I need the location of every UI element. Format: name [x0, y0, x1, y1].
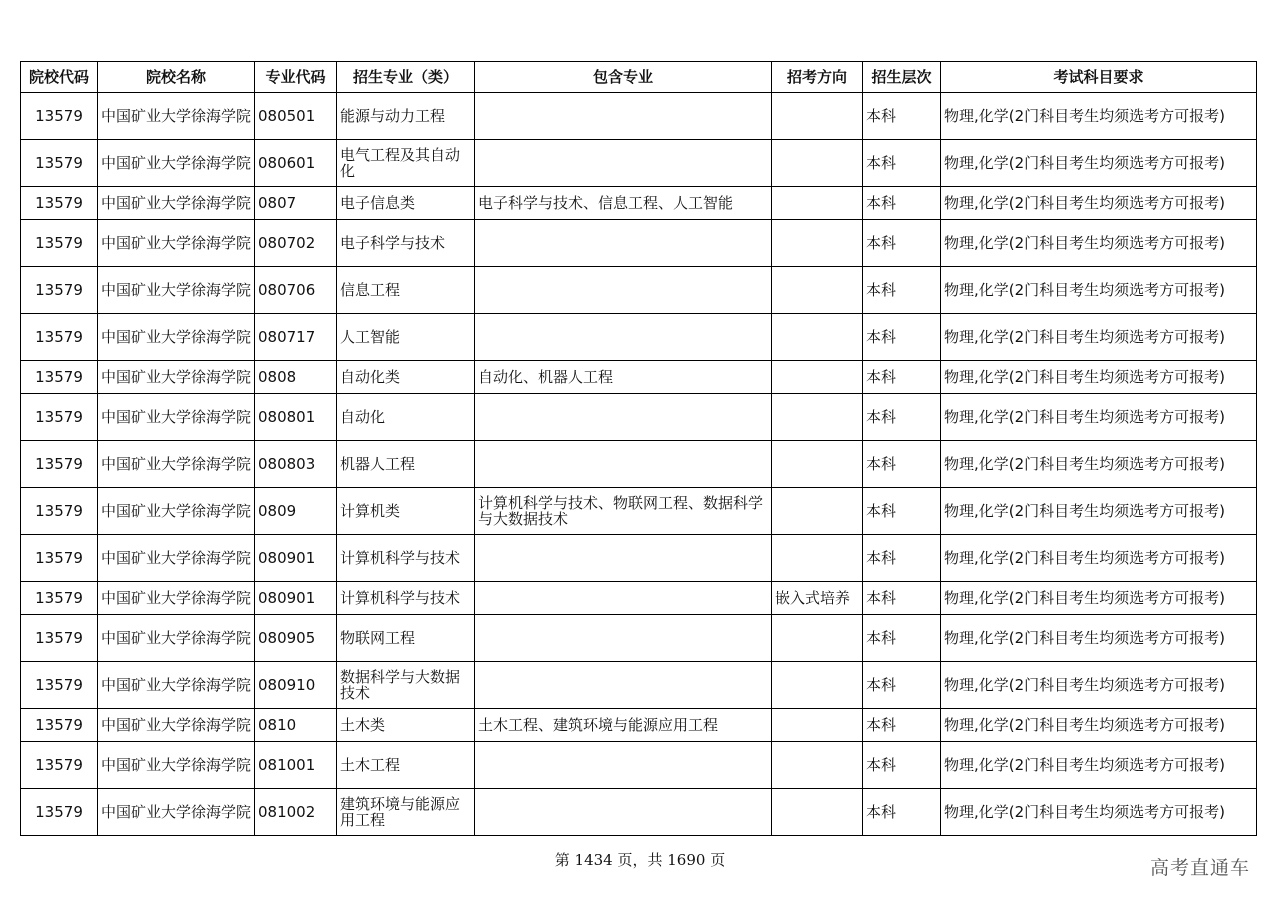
level-cell: 本科: [863, 394, 941, 441]
school-code-cell: 13579: [21, 742, 98, 789]
major-cell: 自动化: [337, 394, 475, 441]
requirement-cell: 物理,化学(2门科目考生均须选考方可报考): [941, 441, 1257, 488]
requirement-cell: 物理,化学(2门科目考生均须选考方可报考): [941, 789, 1257, 836]
major-cell: 机器人工程: [337, 441, 475, 488]
major-code-cell: 0807: [255, 187, 337, 220]
includes-cell: [475, 582, 772, 615]
direction-cell: [772, 742, 863, 789]
includes-cell: [475, 742, 772, 789]
includes-cell: [475, 441, 772, 488]
watermark-logo: 高考直通车: [1149, 857, 1250, 879]
major-code-cell: 081001: [255, 742, 337, 789]
requirement-cell: 物理,化学(2门科目考生均须选考方可报考): [941, 187, 1257, 220]
requirement-cell: 物理,化学(2门科目考生均须选考方可报考): [941, 662, 1257, 709]
includes-cell: [475, 267, 772, 314]
level-cell: 本科: [863, 742, 941, 789]
major-cell: 土木类: [337, 709, 475, 742]
school-name-cell: 中国矿业大学徐海学院: [98, 220, 255, 267]
school-name-cell: 中国矿业大学徐海学院: [98, 361, 255, 394]
school-code-cell: 13579: [21, 582, 98, 615]
table-row: [21, 93, 1257, 140]
table-row: [21, 742, 1257, 789]
requirement-cell: 物理,化学(2门科目考生均须选考方可报考): [941, 361, 1257, 394]
major-code-cell: 0808: [255, 361, 337, 394]
table-row: [21, 220, 1257, 267]
header-direction: 招考方向: [772, 62, 863, 93]
school-name-cell: 中国矿业大学徐海学院: [98, 615, 255, 662]
table-row: [21, 615, 1257, 662]
school-name-cell: 中国矿业大学徐海学院: [98, 441, 255, 488]
major-cell: 信息工程: [337, 267, 475, 314]
school-code-cell: 13579: [21, 488, 98, 535]
direction-cell: [772, 441, 863, 488]
major-code-cell: 080717: [255, 314, 337, 361]
school-name-cell: 中国矿业大学徐海学院: [98, 662, 255, 709]
level-cell: 本科: [863, 789, 941, 836]
header-school-code: 院校代码: [21, 62, 98, 93]
header-school-name: 院校名称: [98, 62, 255, 93]
direction-cell: [772, 140, 863, 187]
school-name-cell: 中国矿业大学徐海学院: [98, 140, 255, 187]
major-code-cell: 080803: [255, 441, 337, 488]
school-name-cell: 中国矿业大学徐海学院: [98, 314, 255, 361]
school-name-cell: 中国矿业大学徐海学院: [98, 93, 255, 140]
direction-cell: [772, 267, 863, 314]
level-cell: 本科: [863, 314, 941, 361]
school-name-cell: 中国矿业大学徐海学院: [98, 267, 255, 314]
major-code-cell: 080910: [255, 662, 337, 709]
direction-cell: [772, 361, 863, 394]
includes-cell: [475, 615, 772, 662]
major-cell: 电子信息类: [337, 187, 475, 220]
requirement-cell: 物理,化学(2门科目考生均须选考方可报考): [941, 267, 1257, 314]
direction-cell: [772, 615, 863, 662]
major-cell: 能源与动力工程: [337, 93, 475, 140]
requirement-cell: 物理,化学(2门科目考生均须选考方可报考): [941, 140, 1257, 187]
school-code-cell: 13579: [21, 615, 98, 662]
includes-cell: 土木工程、建筑环境与能源应用工程: [475, 709, 772, 742]
level-cell: 本科: [863, 582, 941, 615]
major-cell: 人工智能: [337, 314, 475, 361]
includes-cell: [475, 140, 772, 187]
school-code-cell: 13579: [21, 314, 98, 361]
includes-cell: [475, 220, 772, 267]
header-requirement: 考试科目要求: [941, 62, 1257, 93]
level-cell: 本科: [863, 709, 941, 742]
requirement-cell: 物理,化学(2门科目考生均须选考方可报考): [941, 709, 1257, 742]
major-code-cell: 080901: [255, 582, 337, 615]
school-code-cell: 13579: [21, 140, 98, 187]
major-code-cell: 080501: [255, 93, 337, 140]
table-row: [21, 394, 1257, 441]
major-code-cell: 080702: [255, 220, 337, 267]
includes-cell: [475, 535, 772, 582]
school-name-cell: 中国矿业大学徐海学院: [98, 394, 255, 441]
major-cell: 计算机科学与技术: [337, 535, 475, 582]
major-cell: 数据科学与大数据技术: [337, 662, 475, 709]
table-row: [21, 267, 1257, 314]
school-code-cell: 13579: [21, 535, 98, 582]
page-number: 第 1434 页，共 1690 页: [554, 851, 726, 869]
major-cell: 计算机科学与技术: [337, 582, 475, 615]
school-code-cell: 13579: [21, 662, 98, 709]
level-cell: 本科: [863, 662, 941, 709]
includes-cell: [475, 93, 772, 140]
school-code-cell: 13579: [21, 187, 98, 220]
table-row: [21, 789, 1257, 836]
level-cell: 本科: [863, 267, 941, 314]
header-level: 招生层次: [863, 62, 941, 93]
requirement-cell: 物理,化学(2门科目考生均须选考方可报考): [941, 488, 1257, 535]
direction-cell: [772, 314, 863, 361]
requirement-cell: 物理,化学(2门科目考生均须选考方可报考): [941, 220, 1257, 267]
direction-cell: [772, 789, 863, 836]
includes-cell: 自动化、机器人工程: [475, 361, 772, 394]
direction-cell: [772, 394, 863, 441]
school-name-cell: 中国矿业大学徐海学院: [98, 582, 255, 615]
level-cell: 本科: [863, 187, 941, 220]
major-cell: 物联网工程: [337, 615, 475, 662]
direction-cell: [772, 709, 863, 742]
school-name-cell: 中国矿业大学徐海学院: [98, 187, 255, 220]
major-cell: 土木工程: [337, 742, 475, 789]
table-row: [21, 140, 1257, 187]
direction-cell: [772, 93, 863, 140]
major-cell: 建筑环境与能源应用工程: [337, 789, 475, 836]
header-major-code: 专业代码: [255, 62, 337, 93]
level-cell: 本科: [863, 140, 941, 187]
requirement-cell: 物理,化学(2门科目考生均须选考方可报考): [941, 582, 1257, 615]
school-name-cell: 中国矿业大学徐海学院: [98, 488, 255, 535]
school-name-cell: 中国矿业大学徐海学院: [98, 709, 255, 742]
table-row: [21, 582, 1257, 615]
school-code-cell: 13579: [21, 394, 98, 441]
direction-cell: [772, 535, 863, 582]
major-cell: 计算机类: [337, 488, 475, 535]
direction-cell: [772, 488, 863, 535]
header-row: [21, 62, 1257, 93]
level-cell: 本科: [863, 488, 941, 535]
level-cell: 本科: [863, 220, 941, 267]
major-code-cell: 080601: [255, 140, 337, 187]
table-row: [21, 361, 1257, 394]
table-row: [21, 488, 1257, 535]
major-cell: 电子科学与技术: [337, 220, 475, 267]
direction-cell: [772, 187, 863, 220]
school-name-cell: 中国矿业大学徐海学院: [98, 742, 255, 789]
school-code-cell: 13579: [21, 93, 98, 140]
table-row: [21, 187, 1257, 220]
level-cell: 本科: [863, 361, 941, 394]
includes-cell: 电子科学与技术、信息工程、人工智能: [475, 187, 772, 220]
requirement-cell: 物理,化学(2门科目考生均须选考方可报考): [941, 394, 1257, 441]
table-row: [21, 314, 1257, 361]
table-row: [21, 535, 1257, 582]
school-code-cell: 13579: [21, 220, 98, 267]
school-code-cell: 13579: [21, 789, 98, 836]
includes-cell: [475, 789, 772, 836]
school-name-cell: 中国矿业大学徐海学院: [98, 535, 255, 582]
includes-cell: [475, 394, 772, 441]
direction-cell: [772, 220, 863, 267]
level-cell: 本科: [863, 535, 941, 582]
requirement-cell: 物理,化学(2门科目考生均须选考方可报考): [941, 615, 1257, 662]
direction-cell: 嵌入式培养: [772, 582, 863, 615]
header-major: 招生专业（类）: [337, 62, 475, 93]
requirement-cell: 物理,化学(2门科目考生均须选考方可报考): [941, 535, 1257, 582]
major-cell: 电气工程及其自动化: [337, 140, 475, 187]
admissions-table: [20, 61, 1257, 836]
major-code-cell: 080801: [255, 394, 337, 441]
major-code-cell: 0810: [255, 709, 337, 742]
includes-cell: 计算机科学与技术、物联网工程、数据科学与大数据技术: [475, 488, 772, 535]
major-cell: 自动化类: [337, 361, 475, 394]
major-code-cell: 081002: [255, 789, 337, 836]
level-cell: 本科: [863, 93, 941, 140]
table-row: [21, 662, 1257, 709]
major-code-cell: 080706: [255, 267, 337, 314]
includes-cell: [475, 662, 772, 709]
level-cell: 本科: [863, 441, 941, 488]
school-name-cell: 中国矿业大学徐海学院: [98, 789, 255, 836]
requirement-cell: 物理,化学(2门科目考生均须选考方可报考): [941, 742, 1257, 789]
table-row: [21, 709, 1257, 742]
school-code-cell: 13579: [21, 709, 98, 742]
includes-cell: [475, 314, 772, 361]
table-row: [21, 441, 1257, 488]
requirement-cell: 物理,化学(2门科目考生均须选考方可报考): [941, 314, 1257, 361]
level-cell: 本科: [863, 615, 941, 662]
header-includes: 包含专业: [475, 62, 772, 93]
school-code-cell: 13579: [21, 441, 98, 488]
major-code-cell: 080905: [255, 615, 337, 662]
major-code-cell: 080901: [255, 535, 337, 582]
direction-cell: [772, 662, 863, 709]
requirement-cell: 物理,化学(2门科目考生均须选考方可报考): [941, 93, 1257, 140]
school-code-cell: 13579: [21, 361, 98, 394]
school-code-cell: 13579: [21, 267, 98, 314]
major-code-cell: 0809: [255, 488, 337, 535]
